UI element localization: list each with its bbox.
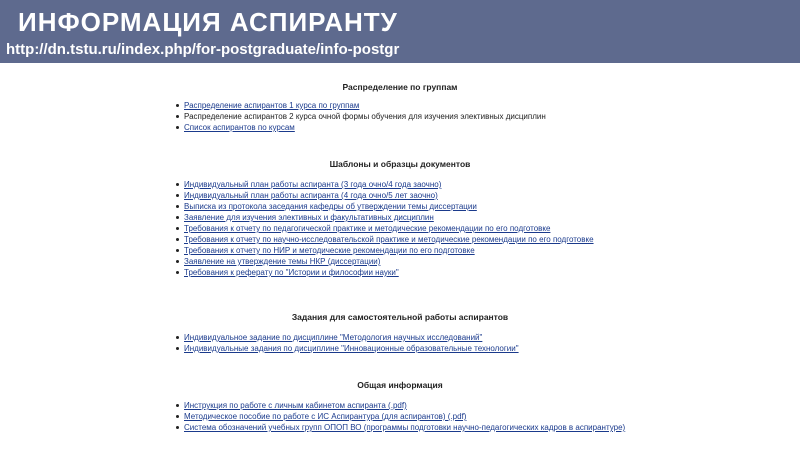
list-item[interactable]	[176, 100, 776, 111]
list-item[interactable]	[176, 411, 776, 422]
document-link[interactable]: Заявление на утверждение темы НКР (диссертации)	[184, 257, 381, 266]
document-link[interactable]: Индивидуальные задания по дисциплине "Инновационные образовательные технологии"	[184, 344, 519, 353]
section-list-groups	[176, 100, 776, 133]
section-heading-general: Общая информация	[357, 380, 443, 390]
slide-title: ИНФОРМАЦИЯ АСПИРАНТУ	[18, 7, 398, 37]
section-list-general	[176, 400, 776, 433]
list-item[interactable]	[176, 332, 776, 343]
document-link[interactable]: Требования к реферату по "Истории и философии науки"	[184, 268, 399, 277]
document-link[interactable]: Список аспирантов по курсам	[184, 123, 295, 132]
page-content	[0, 63, 800, 450]
document-link[interactable]: Индивидуальное задание по дисциплине "Методология научных исследований"	[184, 333, 483, 342]
section-list-assignments	[176, 332, 776, 354]
document-link[interactable]: Методическое пособие по работе с ИС Аспирантура (для аспирантов) (.pdf)	[184, 412, 467, 421]
document-link[interactable]: Индивидуальный план работы аспиранта (3 года очно/4 года заочно)	[184, 180, 442, 189]
page-url: http://dn.tstu.ru/index.php/for-postgraduate/info-postgr	[6, 41, 400, 58]
list-item[interactable]	[176, 190, 776, 201]
document-link[interactable]: Инструкция по работе с личным кабинетом аспиранта (.pdf)	[184, 401, 407, 410]
list-item-text: Распределение аспирантов 2 курса очной формы обучения для изучения элективных дисциплин	[184, 112, 546, 121]
list-item[interactable]	[176, 267, 776, 278]
document-link[interactable]: Требования к отчету по педагогической практике и методические рекомендации по его подготовке	[184, 224, 551, 233]
document-link[interactable]: Требования к отчету по научно-исследовательской практике и методические рекомендации по его подготовке	[184, 235, 594, 244]
document-link[interactable]: Требования к отчету по НИР и методические рекомендации по его подготовке	[184, 246, 475, 255]
list-item[interactable]	[176, 256, 776, 267]
document-link[interactable]: Распределение аспирантов 1 курса по группам	[184, 101, 360, 110]
list-item[interactable]	[176, 223, 776, 234]
section-heading-assignments: Задания для самостоятельной работы аспирантов	[291, 312, 509, 322]
list-item	[176, 111, 776, 122]
title-banner	[0, 0, 800, 63]
document-link[interactable]: Индивидуальный план работы аспиранта (4 года очно/5 лет заочно)	[184, 191, 438, 200]
list-item[interactable]	[176, 179, 776, 190]
list-item[interactable]	[176, 422, 776, 433]
list-item[interactable]	[176, 201, 776, 212]
document-link[interactable]: Система обозначений учебных групп ОПОП ВО (программы подготовки научно-педагогических кадров в аспирантуре)	[184, 423, 626, 432]
section-heading-groups: Распределение по группам	[342, 82, 458, 92]
list-item[interactable]	[176, 122, 776, 133]
document-link[interactable]: Выписка из протокола заседания кафедры об утверждении темы диссертации	[184, 202, 477, 211]
list-item[interactable]	[176, 343, 776, 354]
list-item[interactable]	[176, 245, 776, 256]
section-list-templates	[176, 179, 776, 278]
document-link[interactable]: Заявление для изучения элективных и факультативных дисциплин	[184, 213, 434, 222]
section-heading-templates: Шаблоны и образцы документов	[329, 159, 471, 169]
list-item[interactable]	[176, 400, 776, 411]
list-item[interactable]	[176, 234, 776, 245]
list-item[interactable]	[176, 212, 776, 223]
